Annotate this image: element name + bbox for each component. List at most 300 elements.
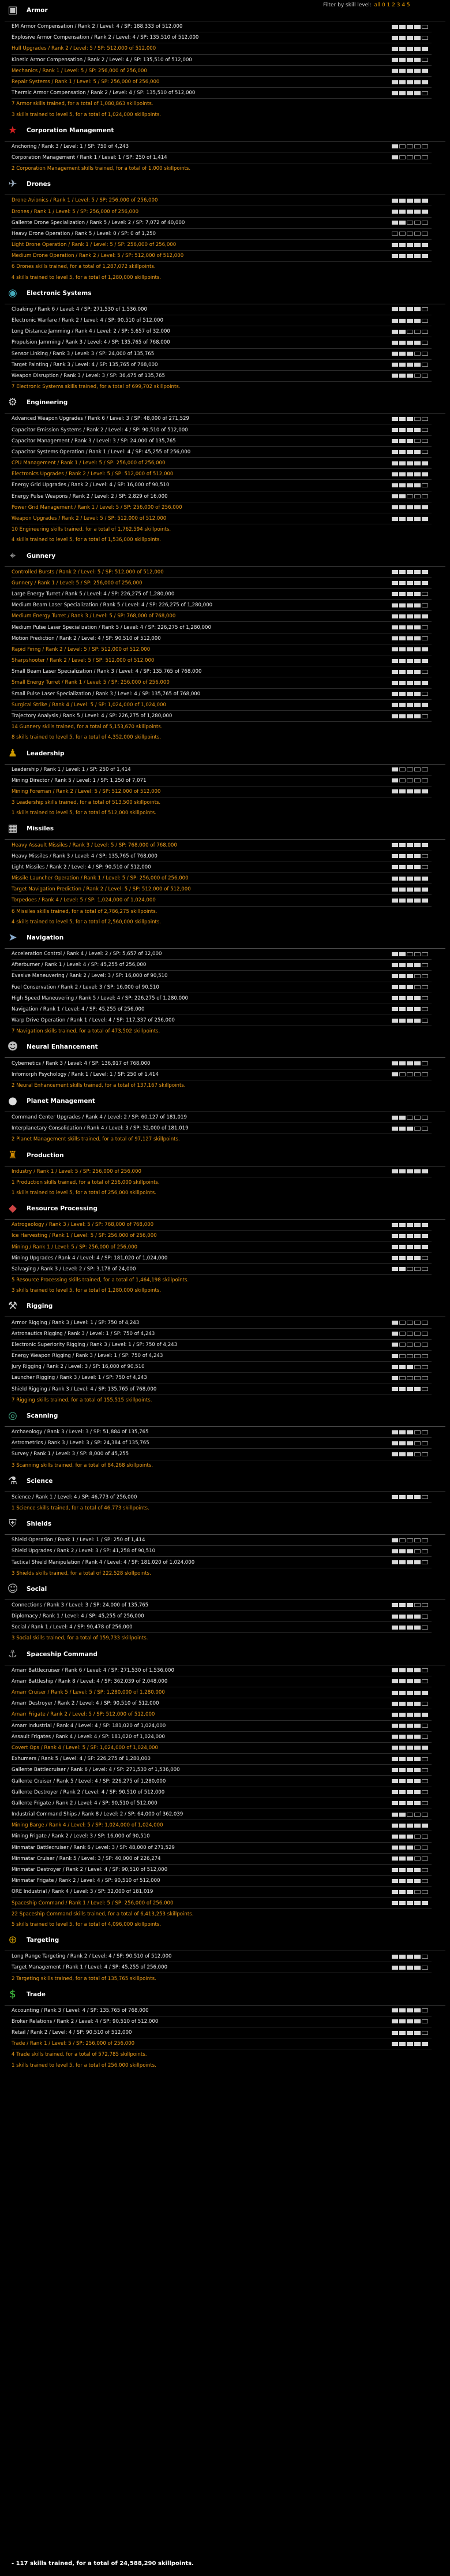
skill-row[interactable] [12,1329,432,1340]
level-pip [414,647,421,651]
level-pip [407,1549,413,1553]
level-pip [422,505,428,509]
group-header[interactable] [5,1037,445,1058]
level-pip [392,1376,398,1380]
skill-row[interactable] [12,677,432,688]
level-pip [422,789,428,793]
skill-row[interactable] [12,776,432,786]
skill-text: Amarr Cruiser / Rank 5 / Level: 5 / SP: 1,280,000 of 1,280,000 [12,1690,165,1696]
level-pip [422,1724,428,1728]
level-pip [414,603,421,607]
skill-row[interactable] [12,1362,432,1373]
level-indicator [392,647,428,651]
skill-row[interactable] [12,1898,432,1909]
group-header[interactable] [5,818,445,840]
group-name: Trade [27,1990,46,1998]
skill-row[interactable] [12,491,432,502]
level-pip [407,692,413,696]
level-indicator [392,636,428,640]
level-pip [392,778,398,782]
skill-row[interactable] [12,251,432,262]
skill-text: Heavy Missiles / Rank 3 / Level: 4 / SP: 135,765 of 768,000 [12,853,158,859]
level-pip [407,581,413,585]
navigation-icon: ➤ [8,931,17,944]
level-pip [399,877,406,881]
group-name: Drones [27,181,51,188]
skill-row[interactable] [12,711,432,722]
skill-row[interactable] [12,2005,432,2016]
skill-row[interactable] [12,1427,432,1438]
level-pip [392,899,398,903]
skill-row[interactable] [12,1492,432,1503]
skill-row[interactable] [12,1069,432,1080]
skill-row[interactable] [12,360,432,371]
level-pip [399,636,406,640]
skill-text: Gallente Destroyer / Rank 2 / Level: 4 / SP: 90,510 of 512,000 [12,1789,165,1795]
level-pip [414,1116,421,1120]
summary-text: 1 Science skills trained, for a total of 46,773 skillpoints. [12,1505,149,1511]
skill-row[interactable] [12,1962,432,1973]
level-pip [407,1713,413,1717]
level-pip [414,1343,421,1347]
level-indicator [392,714,428,718]
skill-list [12,1535,432,1579]
level-pip [392,1779,398,1783]
level-pip [407,1668,413,1672]
skill-group [0,1644,450,1930]
skill-row[interactable] [12,1787,432,1798]
level-pip [414,341,421,345]
skill-row[interactable] [12,1438,432,1449]
skill-text: Energy Grid Upgrades / Rank 2 / Level: 4 / SP: 16,000 of 90,510 [12,482,170,489]
skill-row[interactable] [12,700,432,711]
skill-row[interactable] [12,458,432,469]
neural-icon: ☻ [7,1041,18,1053]
skill-row[interactable] [12,206,432,217]
skill-row[interactable] [12,1887,432,1897]
level-pip [407,603,413,607]
level-pip [407,1835,413,1839]
skill-list [12,1112,432,1145]
level-pip [392,2019,398,2023]
skill-row[interactable] [12,447,432,458]
skill-row[interactable] [12,371,432,382]
skill-row[interactable] [12,1721,432,1732]
level-pip [392,1072,398,1076]
level-pip [422,1332,428,1336]
skill-text: Long Range Targeting / Rank 2 / Level: 4 / SP: 90,510 of 512,000 [12,1954,172,1960]
skill-row[interactable] [12,884,432,895]
level-pip [399,703,406,707]
skill-row[interactable] [12,469,432,480]
skill-list [12,195,432,283]
skill-row[interactable] [12,1665,432,1676]
skill-row[interactable] [12,1765,432,1776]
level-pip [422,1868,428,1872]
skill-row[interactable] [12,1220,432,1231]
level-pip [392,1615,398,1619]
group-header[interactable] [5,1198,445,1220]
level-pip [399,888,406,892]
skill-text: ORE Industrial / Rank 4 / Level: 3 / SP: 32,000 of 181,019 [12,1889,153,1895]
skill-row[interactable] [12,1754,432,1765]
skill-row[interactable] [12,513,432,524]
summary-text: 5 Resource Processing skills trained, for a total of 1,464,198 skillpoints. [12,1277,189,1284]
skill-row[interactable] [12,1253,432,1264]
level-indicator [392,1856,428,1861]
level-pip [399,1768,406,1772]
skill-text: Medium Drone Operation / Rank 2 / Level: 5 / SP: 512,000 of 512,000 [12,253,184,259]
group-header[interactable] [5,174,445,195]
level-pip [422,1835,428,1839]
social-icon: ☺ [7,1582,18,1595]
skill-row[interactable] [12,88,432,99]
skill-row[interactable] [12,349,432,360]
skill-row[interactable] [12,840,432,851]
level-pip [399,232,406,236]
skill-text: Amarr Frigate / Rank 2 / Level: 5 / SP: 512,000 of 512,000 [12,1712,155,1718]
level-indicator [392,670,428,674]
level-indicator [392,232,428,236]
level-pip [407,36,413,40]
skill-row[interactable] [12,1776,432,1787]
skill-row[interactable] [12,43,432,54]
level-pip [399,1801,406,1805]
level-pip [407,1169,413,1173]
level-pip [422,659,428,663]
level-pip [422,1901,428,1905]
level-pip [399,461,406,465]
group-summary [12,1395,432,1406]
level-pip [407,1495,413,1499]
skill-row[interactable] [12,1854,432,1865]
level-pip [422,341,428,345]
skill-row[interactable] [12,480,432,491]
level-pip [392,483,398,487]
skill-row[interactable] [12,993,432,1004]
skill-row[interactable] [12,1611,432,1622]
skill-text: Armor Rigging / Rank 3 / Level: 1 / SP: 750 of 4,243 [12,1319,140,1326]
skill-row[interactable] [12,1373,432,1384]
skill-row[interactable] [12,141,432,152]
skill-row[interactable] [12,1809,432,1820]
skill-row[interactable] [12,1351,432,1362]
level-pip [392,374,398,378]
skill-row[interactable] [12,644,432,655]
level-pip [407,854,413,858]
level-indicator [392,450,428,454]
group-summary [12,382,432,392]
skill-row[interactable] [12,436,432,447]
skill-text: Target Painting / Rank 3 / Level: 4 / SP: 135,765 of 768,000 [12,361,158,368]
level-indicator [392,417,428,421]
skill-row[interactable] [12,152,432,163]
skill-row[interactable] [12,1384,432,1395]
level-pip [414,865,421,869]
summary-text: 4 Trade skills trained, for a total of 572,785 skillpoints. [12,2052,147,2058]
group-summary [12,722,432,732]
level-pip [407,221,413,225]
level-indicator [392,307,428,311]
skill-row[interactable] [12,1231,432,1242]
level-pip [399,1735,406,1739]
level-pip [407,2031,413,2035]
level-pip [414,1679,421,1683]
group-header[interactable] [5,1296,445,1317]
skill-row[interactable] [12,862,432,873]
skill-row[interactable] [12,337,432,348]
skill-row[interactable] [12,326,432,337]
level-pip [422,472,428,476]
summary-text: 7 Armor skills trained, for a total of 1,080,863 skillpoints. [12,101,153,107]
skill-row[interactable] [12,229,432,240]
level-pip [392,1702,398,1706]
level-indicator [392,2042,428,2046]
group-header[interactable] [5,743,445,765]
skill-row[interactable] [12,218,432,229]
level-pip [407,1116,413,1120]
skill-row[interactable] [12,666,432,677]
skill-text: Amarr Battlecruiser / Rank 6 / Level: 4 / SP: 271,530 of 1,536,000 [12,1667,174,1673]
skill-row[interactable] [12,960,432,971]
skill-text: Corporation Management / Rank 1 / Level: 1 / SP: 250 of 1,414 [12,154,167,161]
skill-row[interactable] [12,2016,432,2027]
level-pip [414,570,421,574]
skill-row[interactable] [12,895,432,906]
group-header[interactable] [5,1091,445,1112]
skill-row[interactable] [12,611,432,622]
skill-row[interactable] [12,1698,432,1709]
skill-row[interactable] [12,600,432,611]
skill-row[interactable] [12,578,432,589]
level-pip [414,36,421,40]
skill-row[interactable] [12,1600,432,1611]
skill-row[interactable] [12,1449,432,1460]
level-pip [392,1560,398,1564]
skill-row[interactable] [12,1831,432,1842]
skill-row[interactable] [12,1622,432,1633]
skill-row[interactable] [12,1951,432,1962]
skill-row[interactable] [12,1058,432,1069]
skill-row[interactable] [12,413,432,424]
skill-row[interactable] [12,655,432,666]
level-indicator [392,1901,428,1905]
skill-row[interactable] [12,1709,432,1720]
skill-row[interactable] [12,1687,432,1698]
group-header[interactable] [5,1984,445,2005]
skill-text: Astrometrics / Rank 3 / Level: 3 / SP: 24,384 of 135,765 [12,1440,149,1447]
level-indicator [392,1679,428,1683]
skill-row[interactable] [12,1820,432,1831]
skill-group [0,1513,450,1579]
group-header[interactable] [5,1930,445,1951]
skill-text: Gallente Drone Specialization / Rank 5 / Level: 2 / SP: 7,072 of 40,000 [12,219,185,226]
level-pip [414,221,421,225]
skill-row[interactable] [12,949,432,960]
level-pip [392,1267,398,1271]
level-pip [392,1890,398,1894]
level-pip [399,494,406,498]
skill-row[interactable] [12,502,432,513]
skill-row[interactable] [12,689,432,700]
level-pip [407,461,413,465]
skill-text: Drone Avionics / Rank 1 / Level: 5 / SP: 256,000 of 256,000 [12,197,158,204]
level-pip [414,625,421,629]
level-pip [422,243,428,247]
level-pip [422,996,428,1000]
skill-text: Sharpshooter / Rank 2 / Level: 5 / SP: 512,000 of 512,000 [12,658,155,664]
level-pip [407,2008,413,2012]
level-pip [407,91,413,95]
skill-text: Cloaking / Rank 6 / Level: 4 / SP: 271,530 of 1,536,000 [12,306,147,312]
group-header[interactable] [5,1406,445,1427]
skill-row[interactable] [12,1004,432,1015]
skill-row[interactable] [12,851,432,862]
skill-row[interactable] [12,1112,432,1123]
skill-row[interactable] [12,1557,432,1568]
level-pip [422,1223,428,1227]
level-pip [399,581,406,585]
skill-row[interactable] [12,1732,432,1743]
level-pip [407,1387,413,1391]
skill-row[interactable] [12,1123,432,1134]
skill-row[interactable] [12,1015,432,1026]
level-pip [414,1868,421,1872]
group-name: Missiles [27,825,54,833]
group-header[interactable] [5,1513,445,1535]
skill-row[interactable] [12,1242,432,1253]
group-header[interactable] [5,0,445,21]
skill-text: Mining Director / Rank 5 / Level: 1 / SP: 1,250 of 7,071 [12,777,147,784]
skill-row[interactable] [12,1546,432,1557]
group-header[interactable] [5,546,445,567]
level-pip [399,1901,406,1905]
level-pip [422,714,428,718]
level-pip [414,450,421,454]
skill-row[interactable] [12,21,432,32]
level-pip [392,1116,398,1120]
skill-row[interactable] [12,622,432,633]
shield-icon: ⛨ [9,1518,17,1530]
skill-row[interactable] [12,786,432,797]
skill-row[interactable] [12,2027,432,2038]
level-pip [392,692,398,696]
level-pip [399,25,406,29]
level-indicator [392,58,428,62]
skill-row[interactable] [12,982,432,993]
skill-row[interactable] [12,1865,432,1876]
group-header[interactable] [5,120,445,141]
skill-text: Heavy Assault Missiles / Rank 3 / Level: 5 / SP: 768,000 of 768,000 [12,842,177,848]
skill-row[interactable] [12,567,432,578]
level-indicator [392,570,428,574]
skill-row[interactable] [12,66,432,77]
level-pip [414,461,421,465]
level-pip [399,254,406,258]
skill-row[interactable] [12,1317,432,1328]
level-pip [392,330,398,334]
skill-row[interactable] [12,315,432,326]
skill-text: Motion Prediction / Rank 2 / Level: 4 / SP: 90,510 of 512,000 [12,635,161,642]
skill-row[interactable] [12,424,432,435]
group-header[interactable] [5,1471,445,1492]
group-summary [12,907,432,917]
skill-group [0,120,450,174]
skill-row[interactable] [12,1843,432,1854]
level-pip [399,647,406,651]
group-header[interactable] [5,1644,445,1665]
skill-row[interactable] [12,32,432,43]
group-name: Navigation [27,934,64,941]
skill-row[interactable] [12,195,432,206]
group-header[interactable] [5,283,445,304]
skill-text: Heavy Drone Operation / Rank 5 / Level: 0 / SP: 0 of 1,250 [12,230,156,237]
level-pip [414,1441,421,1445]
level-pip [399,681,406,685]
skill-text: Command Center Upgrades / Rank 4 / Level: 2 / SP: 60,127 of 181,019 [12,1114,187,1121]
level-indicator [392,352,428,356]
level-indicator [392,319,428,323]
skill-row[interactable] [12,633,432,644]
filter-levels[interactable]: all 0 1 2 3 4 5 [374,2,410,8]
skill-row[interactable] [12,1340,432,1351]
group-header[interactable] [5,392,445,413]
skill-row[interactable] [12,55,432,66]
skill-row[interactable] [12,873,432,884]
level-indicator [392,254,428,258]
level-pip [407,494,413,498]
level-pip [414,1267,421,1271]
skill-row[interactable] [12,304,432,315]
skill-row[interactable] [12,765,432,776]
skill-row[interactable] [12,1876,432,1887]
skill-text: Mining / Rank 1 / Level: 5 / SP: 256,000 of 256,000 [12,1244,138,1250]
level-pip [422,330,428,334]
skill-row[interactable] [12,589,432,600]
level-pip [422,647,428,651]
level-pip [422,1890,428,1894]
level-pip [422,1879,428,1883]
skill-group [0,1930,450,1984]
skill-row[interactable] [12,1166,432,1177]
skill-text: Light Missiles / Rank 2 / Level: 4 / SP: 90,510 of 512,000 [12,864,151,870]
skill-row[interactable] [12,2038,432,2049]
skill-row[interactable] [12,1798,432,1809]
skill-row[interactable] [12,1535,432,1546]
level-pip [392,1495,398,1499]
level-indicator [392,778,428,782]
skill-row[interactable] [12,1264,432,1275]
skill-row[interactable] [12,77,432,88]
group-header[interactable] [5,1145,445,1166]
skill-row[interactable] [12,1743,432,1754]
level-indicator [392,472,428,476]
skill-row[interactable] [12,1676,432,1687]
level-pip [422,254,428,258]
level-pip [422,363,428,367]
group-header[interactable] [5,1579,445,1600]
level-pip [407,614,413,618]
level-indicator [392,1061,428,1065]
skill-row[interactable] [12,971,432,982]
skill-row[interactable] [12,240,432,251]
level-indicator [392,2031,428,2035]
level-pip [399,1127,406,1131]
level-pip [422,80,428,84]
skill-text: Connections / Rank 3 / Level: 3 / SP: 24,000 of 135,765 [12,1602,149,1608]
level-indicator [392,374,428,378]
group-header[interactable] [5,927,445,949]
